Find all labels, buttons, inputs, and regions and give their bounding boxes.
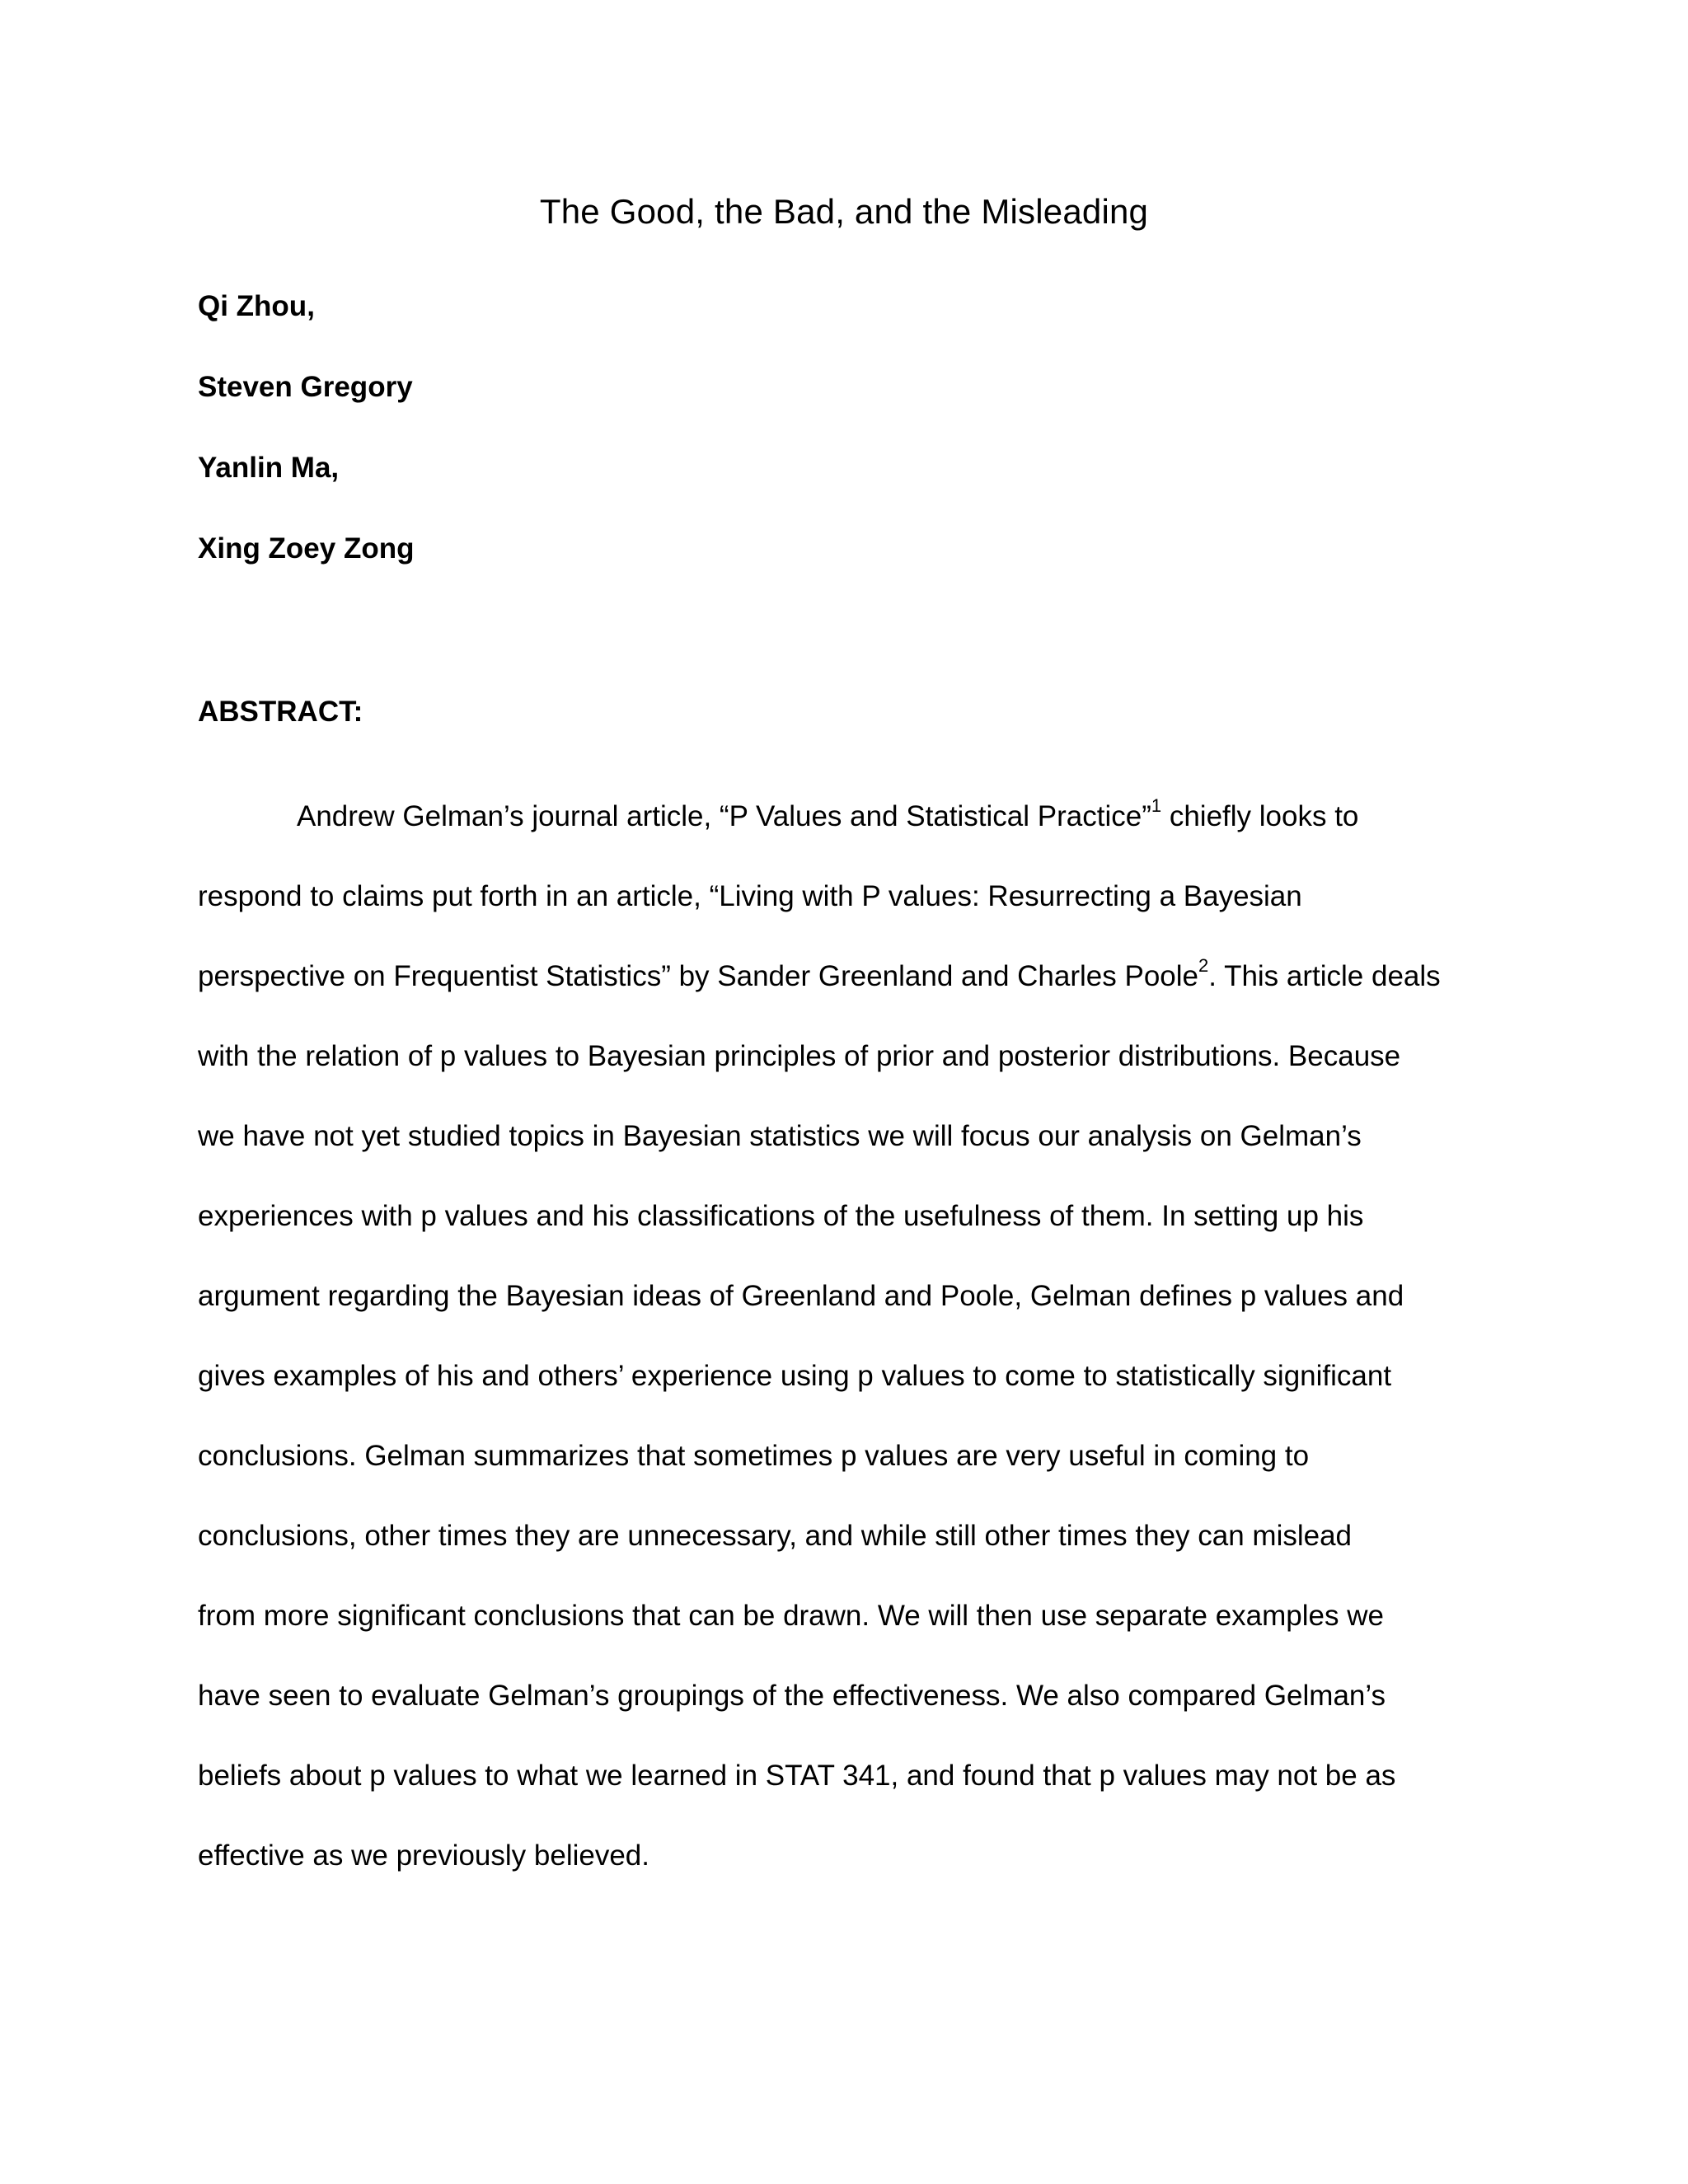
abstract-text: Andrew Gelman’s journal article, “P Values and Statistical Practice” bbox=[297, 800, 1151, 832]
abstract-body bbox=[198, 776, 1496, 1896]
abstract-line: from more significant conclusions that can be drawn. We will then use separate examples we bbox=[198, 1600, 1384, 1632]
author-list bbox=[198, 292, 414, 615]
abstract-line: effective as we previously believed. bbox=[198, 1840, 649, 1872]
abstract-line: we have not yet studied topics in Bayesian statistics we will focus our analysis on Gelman’s bbox=[198, 1120, 1362, 1152]
abstract-heading: ABSTRACT: bbox=[198, 696, 363, 728]
footnote-marker: 1 bbox=[1151, 795, 1162, 817]
document-title: The Good, the Bad, and the Misleading bbox=[539, 192, 1149, 231]
abstract-line: experiences with p values and his classifications of the usefulness of them. In setting up his bbox=[198, 1200, 1364, 1232]
abstract-line: argument regarding the Bayesian ideas of Greenland and Poole, Gelman defines p values and bbox=[198, 1280, 1404, 1312]
abstract-text: . This article deals bbox=[1208, 960, 1441, 992]
author-name: Qi Zhou, bbox=[198, 290, 315, 322]
abstract-line: have seen to evaluate Gelman’s groupings of the effectiveness. We also compared Gelman’s bbox=[198, 1680, 1386, 1712]
abstract-line: beliefs about p values to what we learned in STAT 341, and found that p values may not be as bbox=[198, 1760, 1396, 1792]
abstract-line bbox=[198, 776, 1496, 856]
abstract-line: conclusions. Gelman summarizes that sometimes p values are very useful in coming to bbox=[198, 1440, 1310, 1472]
abstract-line: gives examples of his and others’ experience using p values to come to statistically significant bbox=[198, 1360, 1392, 1392]
author-name: Xing Zoey Zong bbox=[198, 532, 415, 565]
abstract-line bbox=[198, 936, 1496, 1016]
abstract-line: with the relation of p values to Bayesian principles of prior and posterior distributions. Because bbox=[198, 1040, 1401, 1072]
footnote-marker: 2 bbox=[1198, 955, 1209, 977]
abstract-line: respond to claims put forth in an article, “Living with P values: Resurrecting a Bayesian bbox=[198, 880, 1302, 912]
abstract-text: chiefly looks to bbox=[1161, 800, 1359, 832]
abstract-text: perspective on Frequentist Statistics” by Sander Greenland and Charles Poole bbox=[198, 960, 1198, 992]
author-name: Yanlin Ma, bbox=[198, 452, 340, 484]
author-name: Steven Gregory bbox=[198, 371, 413, 403]
abstract-line: conclusions, other times they are unnecessary, and while still other times they can mislead bbox=[198, 1520, 1353, 1552]
